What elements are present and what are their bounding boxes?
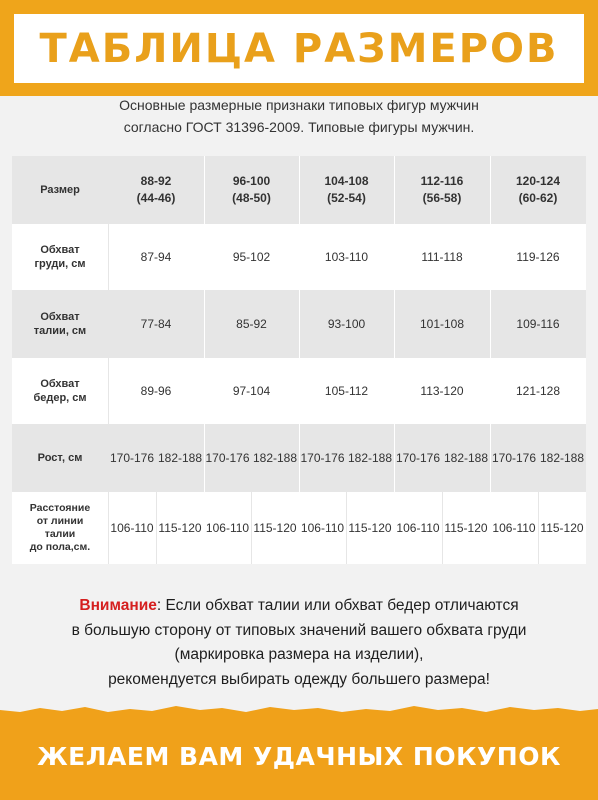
footer-banner <box>0 712 598 800</box>
height-value: 170-176 <box>205 451 250 465</box>
height-value: 182-188 <box>443 451 489 465</box>
distance-value: 115-120 <box>444 521 488 535</box>
subtitle-line-1: Основные размерные признаки типовых фигур мужчин <box>119 97 479 113</box>
chest-value: 87-94 <box>140 250 172 264</box>
height-value: 182-188 <box>252 451 298 465</box>
grid-line <box>490 156 491 564</box>
size-header-2: 96-100 (48-50) <box>232 174 271 205</box>
warning-line-3: (маркировка размера на изделии), <box>174 646 424 663</box>
height-label: Рост, см <box>12 424 108 492</box>
hips-value: 113-120 <box>420 384 464 398</box>
distance-value: 115-120 <box>540 521 584 535</box>
grid-line <box>394 156 395 564</box>
footer-title: ЖЕЛАЕМ ВАМ УДАЧНЫХ ПОКУПОК <box>37 742 561 771</box>
waist-value: 85-92 <box>236 317 267 331</box>
chest-label: Обхват груди, см <box>12 224 108 290</box>
warning-line-1: Внимание: Если обхват талии или обхват бедер отличаются <box>79 597 519 614</box>
grid-line <box>156 424 157 564</box>
warning-note <box>0 594 598 692</box>
distance-value: 106-110 <box>300 521 345 535</box>
height-value: 182-188 <box>157 451 203 465</box>
hips-value: 121-128 <box>515 384 561 398</box>
chest-value: 103-110 <box>324 250 369 264</box>
distance-value: 106-110 <box>492 521 536 535</box>
height-value: 170-176 <box>395 451 441 465</box>
subtitle <box>0 94 598 138</box>
distance-value: 115-120 <box>158 521 202 535</box>
size-header-3: 104-108 (52-54) <box>324 174 369 205</box>
warning-line-4: рекомендуется выбирать одежду большего размера! <box>108 670 490 688</box>
height-value: 170-176 <box>109 451 155 465</box>
distance-value: 115-120 <box>253 521 297 535</box>
chest-value: 95-102 <box>232 250 271 264</box>
size-header-5: 120-124 (60-62) <box>515 174 561 205</box>
distance-value: 106-110 <box>205 521 250 535</box>
waist-value: 93-100 <box>327 317 366 331</box>
header-title-box <box>14 14 584 83</box>
waist-value: 77-84 <box>140 317 172 331</box>
height-value: 182-188 <box>539 451 585 465</box>
distance-value: 106-110 <box>110 521 154 535</box>
height-value: 182-188 <box>347 451 393 465</box>
hips-value: 97-104 <box>232 384 271 398</box>
size-header-1: 88-92 (44-46) <box>136 174 176 205</box>
grid-line <box>299 156 300 564</box>
page-title: ТАБЛИЦА РАЗМЕРОВ <box>39 26 559 72</box>
distance-value: 106-110 <box>396 521 440 535</box>
header-banner <box>0 0 598 96</box>
waist-value: 109-116 <box>516 317 560 331</box>
hips-label: Обхват бедер, см <box>12 358 108 424</box>
grid-line <box>538 424 539 564</box>
grid-line <box>204 156 205 564</box>
grid-line <box>251 424 252 564</box>
chest-value: 119-126 <box>516 250 560 264</box>
subtitle-line-2: согласно ГОСТ 31396-2009. Типовые фигуры мужчин. <box>123 119 475 135</box>
waist-value: 101-108 <box>419 317 465 331</box>
height-value: 170-176 <box>491 451 537 465</box>
warning-line-2: в большую сторону от типовых значений вашего обхвата груди <box>71 621 527 639</box>
grid-line <box>346 424 347 564</box>
height-value: 170-176 <box>300 451 345 465</box>
distance-label: Расстояние от линии талии до пола,см. <box>12 492 108 564</box>
chest-value: 111-118 <box>421 250 463 264</box>
distance-value: 115-120 <box>348 521 392 535</box>
size-table <box>12 156 586 564</box>
warning-word: Внимание <box>79 597 157 614</box>
size-header-4: 112-116 (56-58) <box>420 174 464 205</box>
hips-value: 105-112 <box>324 384 369 398</box>
grid-line <box>108 156 109 564</box>
hips-value: 89-96 <box>140 384 172 398</box>
waist-label: Обхват талии, см <box>12 290 108 358</box>
grid-line <box>442 424 443 564</box>
size-label: Размер <box>12 156 108 224</box>
